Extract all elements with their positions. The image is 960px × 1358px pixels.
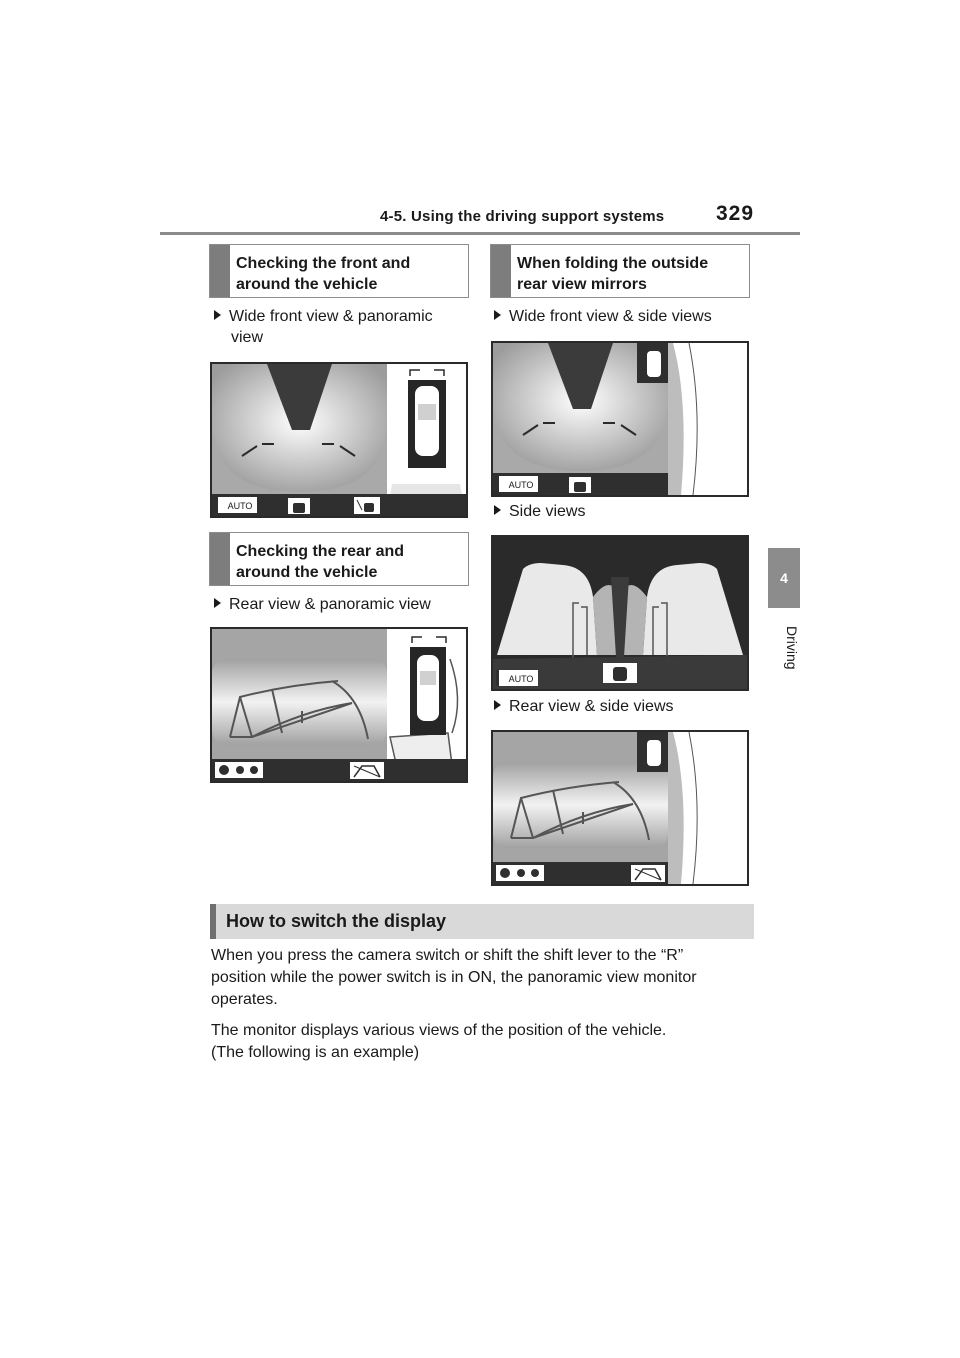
chapter-tab-label: Driving (784, 626, 800, 670)
auto-mode-icon (496, 670, 538, 686)
auto-mode-icon (215, 497, 257, 513)
screen-rear-side (491, 730, 749, 886)
section-heading-switch-display: How to switch the display (210, 904, 754, 939)
section-heading-mirrors (490, 244, 750, 298)
paragraph-monitor-example: The monitor displays various views of the position of the vehicle. (The following is an example) (211, 1022, 667, 1061)
bullet-triangle-icon (494, 700, 501, 710)
car-rear-icon (288, 498, 310, 514)
auto-mode-icon (496, 476, 538, 492)
svg-text:AUTO: AUTO (508, 480, 534, 490)
screen-wide-front-panoramic (210, 362, 468, 518)
section-heading-rear-line1: Checking the rear and (236, 543, 405, 560)
parking-guide-icon (215, 762, 263, 778)
section-heading-mirrors-line2: rear view mirrors (517, 276, 647, 293)
item-rear-panoramic: Rear view & panoramic view (214, 594, 474, 615)
sensor-icon (354, 497, 380, 514)
car-top-icon (350, 762, 384, 779)
item-wide-front-side: Wide front view & side views (494, 306, 754, 327)
header-section-title: 4-5. Using the driving support systems (380, 208, 665, 225)
section-heading-front (209, 244, 469, 298)
item-side-views: Side views (494, 501, 754, 522)
svg-text:AUTO: AUTO (508, 674, 534, 684)
item-wide-front-panoramic: Wide front view & panoramic view (214, 306, 474, 348)
section-heading-front-line1: Checking the front and (236, 255, 411, 272)
parking-guide-icon (496, 865, 544, 881)
screen-rear-panoramic (210, 627, 468, 783)
item-rear-side: Rear view & side views (494, 696, 754, 717)
svg-text:AUTO: AUTO (227, 501, 253, 511)
car-rear-icon (569, 477, 591, 493)
header-rule (160, 232, 800, 235)
bullet-triangle-icon (494, 505, 501, 515)
car-top-icon (631, 865, 665, 882)
section-heading-front-line2: around the vehicle (236, 276, 378, 293)
screen-wide-front-side (491, 341, 749, 497)
page-number: 329 (716, 202, 755, 225)
bullet-triangle-icon (494, 310, 501, 320)
screen-side-views (491, 535, 749, 691)
bullet-triangle-icon (214, 598, 221, 608)
paragraph-switch-operation: When you press the camera switch or shift the shift lever to the “R” position while the power switch is in ON, the panoramic view monitor operates. (211, 947, 697, 1008)
chapter-tab-number: 4 (768, 548, 800, 608)
section-heading-mirrors-line1: When folding the outside (517, 255, 709, 272)
section-heading-rear-line2: around the vehicle (236, 564, 378, 581)
bullet-triangle-icon (214, 310, 221, 320)
section-heading-rear (209, 532, 469, 586)
